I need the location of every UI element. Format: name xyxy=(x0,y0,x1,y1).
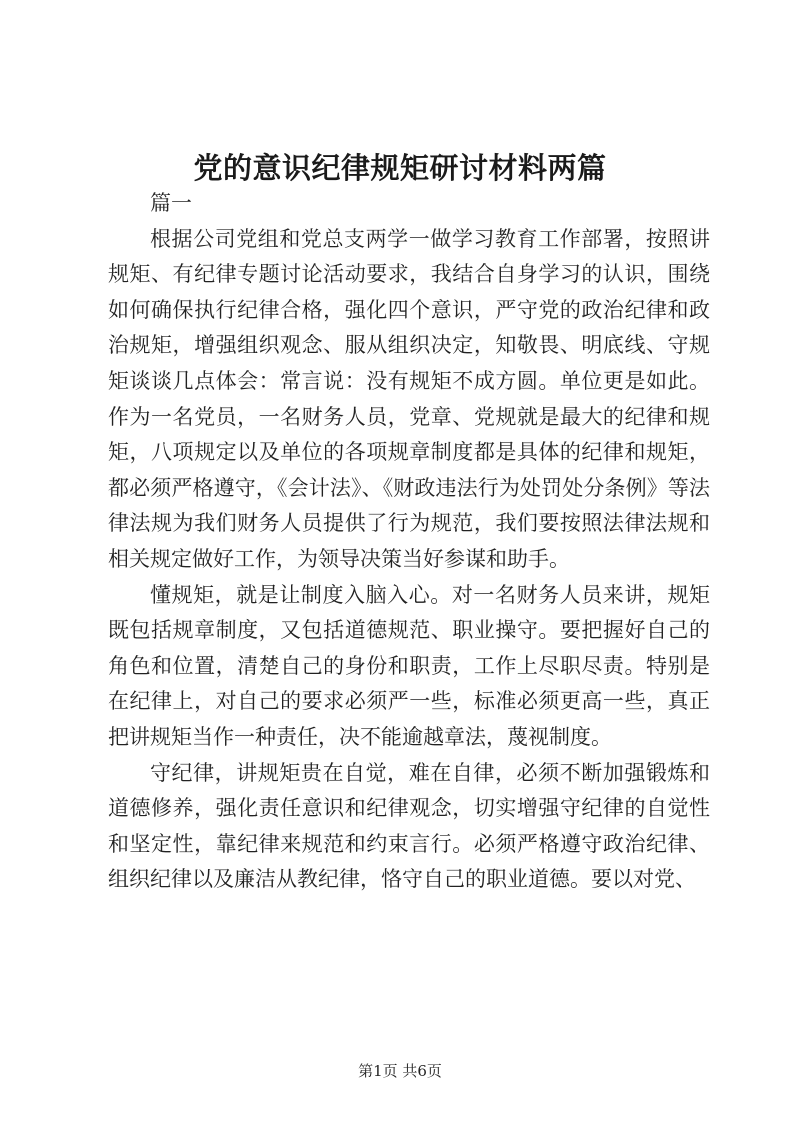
paragraph-2: 懂规矩，就是让制度入脑入心。对一名财务人员来讲，规矩既包括规章制度，又包括道德规范、职业操守。要把握好自己的角色和位置，清楚自己的身份和职责，工作上尽职尽责。特别是在纪律上，对自己的要求必须严一些，标准必须更高一些，真正把讲规矩当作一种责任，决不能逾越章法，蔑视制度。 xyxy=(108,582,710,749)
page-number-footer: 第1页 共6页 xyxy=(358,1062,442,1080)
document-title: 党的意识纪律规矩研讨材料两篇 xyxy=(193,151,607,185)
paragraph-1: 根据公司党组和党总支两学一做学习教育工作部署，按照讲规矩、有纪律专题讨论活动要求，我结合自身学习的认识，围绕如何确保执行纪律合格，强化四个意识，严守党的政治纪律和政治规矩，增强组织观念、服从组织决定，知敬畏、明底线、守规矩谈谈几点体会：常言说：没有规矩不成方圆。单位更是如此。作为一名党员，一名财务人员，党章、党规就是最大的纪律和规矩，八项规定以及单位的各项规章制度都是具体的纪律和规矩，都必须严格遵守，《会计法》、《财政违法行为处罚处分条例》等法律法规为我们财务人员提供了行为规范，我们要按照法律法规和相关规定做好工作，为领导决策当好参谋和助手。 xyxy=(108,226,710,571)
document-body xyxy=(108,186,710,898)
paragraph-3: 守纪律，讲规矩贵在自觉，难在自律，必须不断加强锻炼和道德修养，强化责任意识和纪律观念，切实增强守纪律的自觉性和坚定性，靠纪律来规范和约束言行。必须严格遵守政治纪律、组织纪律以及廉洁从教纪律，恪守自己的职业道德。要以对党、 xyxy=(108,760,710,892)
section-label: 篇一 xyxy=(150,191,192,215)
